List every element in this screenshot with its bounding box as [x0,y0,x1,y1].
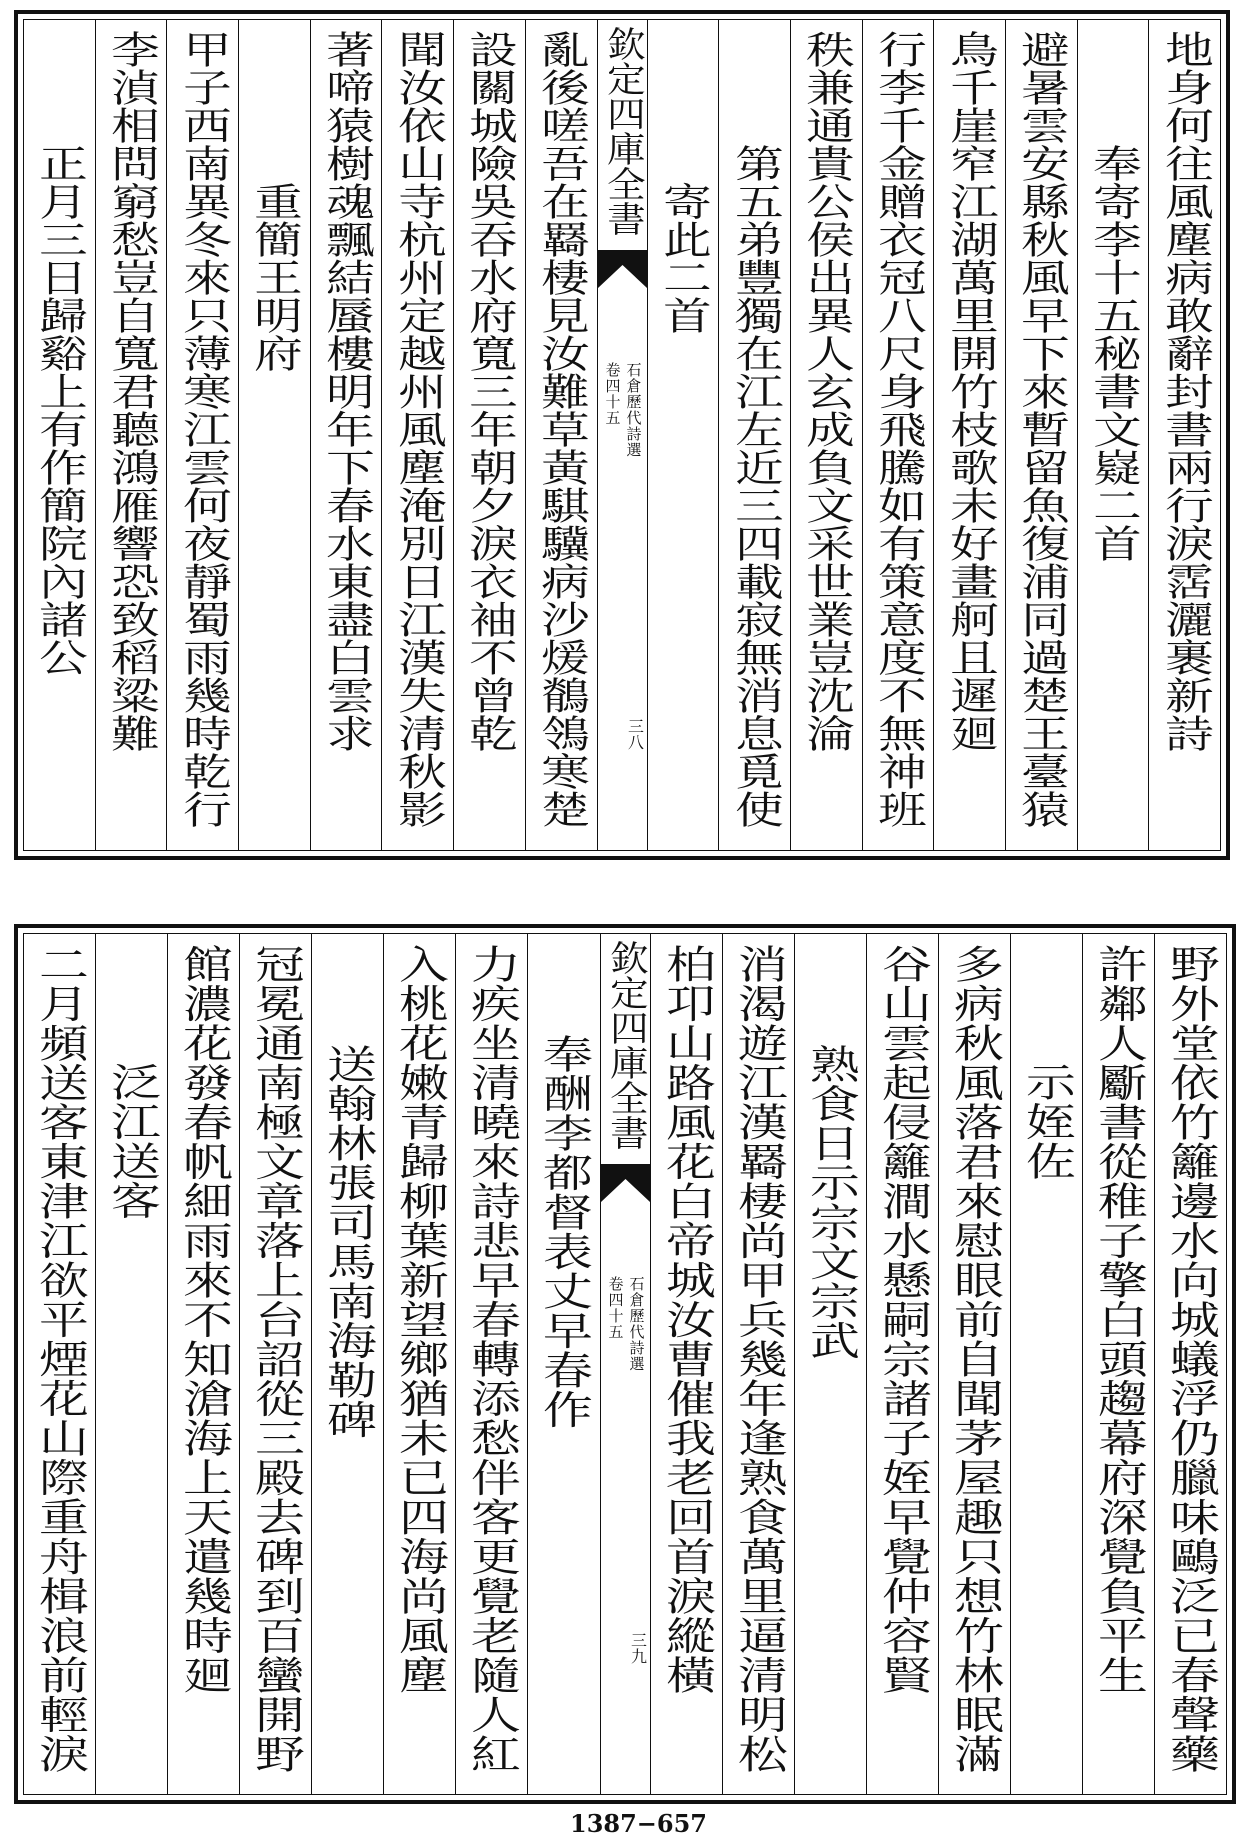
poem-title: 泛江送客 [102,1062,161,1220]
page-panel-bottom [14,924,1236,1804]
fold-volume: 卷四十五 [606,1276,625,1340]
verse-text: 柏卭山路風花白帝城汝曹催我老回首淚縱橫 [657,944,715,1695]
verse-column [166,20,238,850]
fold-leaf-number: 三八 [625,718,645,750]
poem-title: 寄此二首 [654,182,712,334]
poem-title: 第五弟豐獨在江左近三四載寂無消息覓使 [726,144,783,828]
verse-text: 亂後嗟吾在羇棲見汝難草黃騏驥病沙煖鶺鴒寒楚 [532,30,590,828]
verse-text: 設關城險吳吞水府寬三年朝夕淚衣袖不曾乾 [461,30,518,752]
verse-text: 許鄰人斸書從稚子擎白頭趨幕府深覺負平生 [1089,944,1148,1695]
fold-collection-title: 石倉歷代詩選 [624,362,643,458]
verse-column [1154,934,1226,1794]
verse-column [1005,20,1077,850]
fold-book-title-box [601,940,650,1154]
page-code: 1387−657 [570,1809,708,1838]
fold-book-title: 欽定四庫全書 [600,26,645,236]
fold-leaf-number: 三九 [628,1632,648,1664]
column-grid [23,933,1227,1795]
fish-tail-mark [601,1164,650,1202]
verse-text: 地身何往風塵病敢辭封書兩行淚霑灑裹新詩 [1156,30,1213,752]
poem-title-column [311,934,383,1794]
poem-title-column [238,20,310,850]
center-fold [597,20,647,850]
verse-text: 多病秋風落君來慰眼前自聞茅屋趣只想竹林眠滿 [945,944,1004,1774]
verse-column [862,20,934,850]
fold-collection-title: 石倉歷代詩選 [627,1276,646,1372]
verse-column [95,20,167,850]
poem-title-column [647,20,719,850]
page-panel-top [14,10,1230,860]
fold-book-title: 欽定四庫全書 [603,940,648,1150]
verse-column [525,20,597,850]
poem-title: 送翰林張司馬南海勒碑 [318,1044,377,1439]
verse-column [239,934,311,1794]
verse-column [933,20,1005,850]
poem-title-column [1010,934,1082,1794]
verse-column [24,934,95,1794]
center-fold [600,934,650,1794]
verse-text: 著啼猿樹魂飄結蜃樓明年下春水東盡白雲求 [317,30,375,752]
poem-title-column [527,934,599,1794]
verse-column [866,934,938,1794]
poem-title-column [1077,20,1149,850]
verse-column [383,934,455,1794]
poem-title: 奉酬李都督表丈早春作 [535,1034,593,1429]
verse-text: 力疾坐清曉來詩悲早春轉添愁伴客更覺老隨人紅 [463,944,521,1774]
poem-title-column [718,20,790,850]
poem-title: 示姪佐 [1017,1062,1076,1181]
verse-text: 李湞相問窮愁豈自寬君聽鴻雁響恐致稻粱難 [102,30,160,752]
verse-column [1148,20,1220,850]
verse-text: 館濃花發春帆細雨來不知滄海上天遣幾時廻 [174,944,233,1695]
verse-text: 鳥千崖窄江湖萬里開竹枝歌未好畫舸且遲廻 [941,30,998,752]
verse-text: 野外堂依竹籬邊水向城蟻浮仍臘味鷗泛已春聲藥 [1161,944,1220,1774]
poem-title: 正月三日歸谿上有作簡院內諸公 [31,144,88,676]
verse-text: 聞汝依山寺杭州定越州風塵淹別日江漢失清秋影 [389,30,446,828]
verse-column [722,934,794,1794]
poem-title-column [24,20,95,850]
verse-column [455,934,527,1794]
poem-title: 熟食日示宗文宗武 [801,1044,859,1360]
verse-text: 避暑雲安縣秋風早下來暫留魚復浦同過楚王臺猿 [1013,30,1070,828]
fish-tail-mark [598,250,647,288]
poem-title: 奉寄李十五秘書文嶷二首 [1084,144,1142,562]
poem-title-column [794,934,866,1794]
verse-column [790,20,862,850]
verse-column [650,934,722,1794]
fold-volume: 卷四十五 [603,362,622,426]
verse-column [167,934,239,1794]
verse-column [1082,934,1154,1794]
verse-text: 冠冕通南極文章落上台詔從三殿去碑到百蠻開野 [246,944,305,1774]
column-grid [23,19,1221,851]
verse-column [453,20,525,850]
verse-text: 谷山雲起侵籬澗水懸嗣宗諸子姪早覺仲容賢 [873,944,932,1695]
verse-text: 秩兼通貴公侯出異人玄成負文采世業豈沈淪 [798,30,855,752]
verse-text: 甲子西南異冬來只薄寒江雲何夜靜蜀雨幾時乾行 [174,30,231,828]
verse-column [310,20,382,850]
verse-text: 行李千金贈衣冠八尺身飛騰如有策意度不無神班 [869,30,927,828]
fold-book-title-box [598,26,647,240]
verse-text: 消渴遊江漢羇棲尚甲兵幾年逢熟食萬里逼清明松 [729,944,787,1774]
verse-column [381,20,453,850]
verse-text: 入桃花嫩青歸柳葉新望鄉猶未已四海尚風塵 [391,944,449,1695]
verse-text: 二月頻送客東津江欲平煙花山際重舟楫浪前輕淚 [30,944,89,1774]
verse-column [938,934,1010,1794]
poem-title: 重簡王明府 [246,182,303,372]
poem-title-column [95,934,167,1794]
